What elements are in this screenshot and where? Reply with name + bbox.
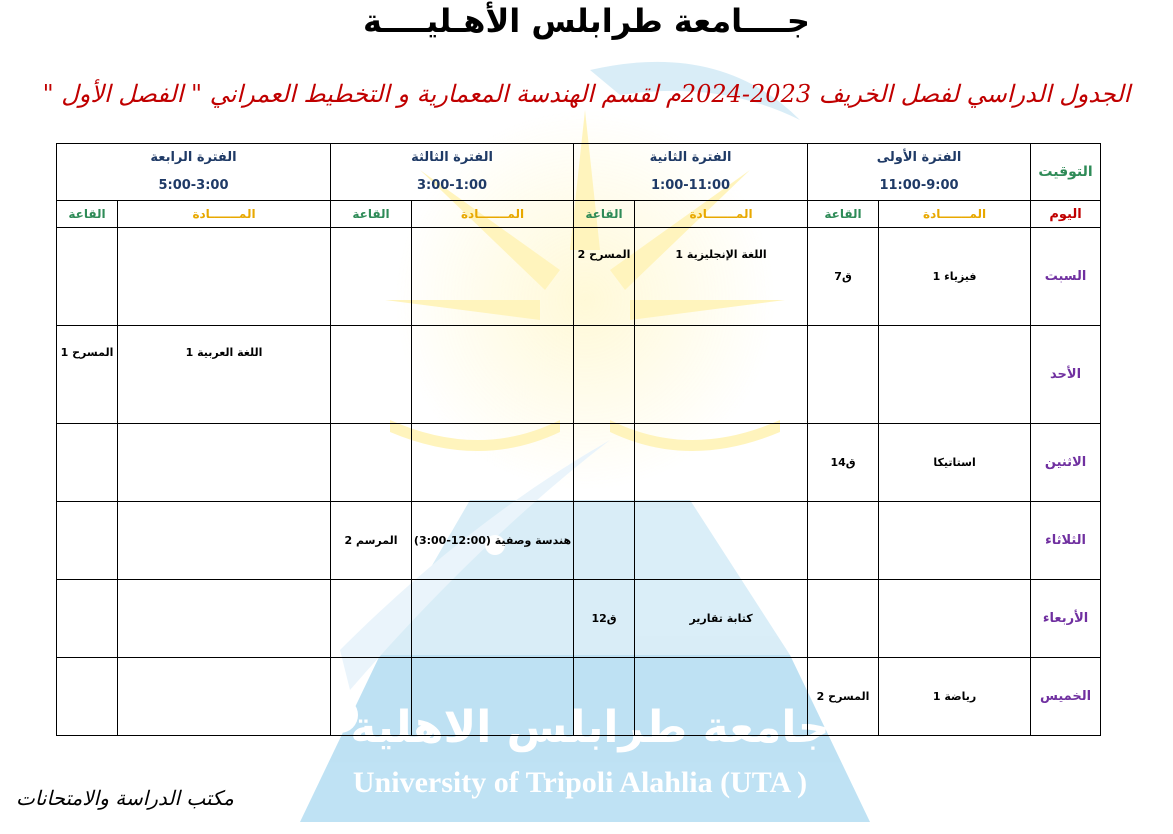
room-cell xyxy=(574,424,635,502)
column-labels-row xyxy=(57,201,1101,228)
subject-cell: استاتيكا xyxy=(879,424,1031,502)
period-name: الفترة الثالثة xyxy=(411,150,493,165)
room-cell xyxy=(574,502,635,580)
subject-cell xyxy=(635,326,808,424)
day-row-tuesday xyxy=(57,502,1101,580)
subject-cell xyxy=(635,424,808,502)
room-cell xyxy=(331,326,412,424)
room-cell: المرسم 2 xyxy=(331,502,412,580)
room-cell xyxy=(57,502,118,580)
day-name: الخميس xyxy=(1031,658,1101,736)
room-cell xyxy=(57,580,118,658)
subject-cell xyxy=(118,658,331,736)
room-cell: ق14 xyxy=(808,424,879,502)
period-time: 3:00-1:00 xyxy=(416,178,488,193)
period-time: 5:00-3:00 xyxy=(158,178,229,193)
period-name: الفترة الرابعة xyxy=(150,150,237,165)
period-time: 11:00-9:00 xyxy=(879,178,959,193)
subject-column-header: المـــــــادة xyxy=(412,201,574,228)
subject-cell xyxy=(412,424,574,502)
room-cell xyxy=(57,424,118,502)
room-column-header: القاعة xyxy=(808,201,879,228)
office-signature: مكتب الدراسة والامتحانات xyxy=(16,786,234,810)
room-cell: ق12 xyxy=(574,580,635,658)
subject-cell: كتابة تقارير xyxy=(635,580,808,658)
room-cell xyxy=(808,580,879,658)
subject-cell xyxy=(412,658,574,736)
room-cell xyxy=(331,228,412,326)
period-name: الفترة الثانية xyxy=(649,150,732,165)
subject-cell xyxy=(635,502,808,580)
day-name: الاثنين xyxy=(1031,424,1101,502)
room-cell: المسرح 2 xyxy=(574,228,635,326)
period-time: 1:00-11:00 xyxy=(650,178,731,193)
timing-header: التوقيت xyxy=(1031,144,1101,201)
day-row-monday xyxy=(57,424,1101,502)
room-cell xyxy=(574,658,635,736)
subject-cell xyxy=(635,658,808,736)
room-cell xyxy=(331,580,412,658)
subject-column-header: المـــــــادة xyxy=(879,201,1031,228)
period-header-2 xyxy=(574,144,808,201)
room-cell xyxy=(57,228,118,326)
room-cell xyxy=(57,658,118,736)
periods-header-row xyxy=(57,144,1101,201)
day-row-thursday xyxy=(57,658,1101,736)
subject-cell xyxy=(412,580,574,658)
subject-cell: فيزياء 1 xyxy=(879,228,1031,326)
room-cell: ق7 xyxy=(808,228,879,326)
subject-cell xyxy=(879,326,1031,424)
subject-cell: رياضة 1 xyxy=(879,658,1031,736)
room-column-header: القاعة xyxy=(331,201,412,228)
period-name: الفترة الأولى xyxy=(876,150,962,165)
subject-cell xyxy=(118,228,331,326)
subject-cell xyxy=(879,580,1031,658)
schedule-table xyxy=(56,143,1101,736)
room-cell xyxy=(808,502,879,580)
subject-cell xyxy=(879,502,1031,580)
room-cell xyxy=(331,658,412,736)
day-column-header: اليوم xyxy=(1031,201,1101,228)
subject-column-header: المـــــــادة xyxy=(635,201,808,228)
subject-cell xyxy=(118,424,331,502)
day-row-wednesday xyxy=(57,580,1101,658)
day-name: الثلاثاء xyxy=(1031,502,1101,580)
room-cell xyxy=(331,424,412,502)
subject-cell: اللغة الإنجليزية 1 xyxy=(635,228,808,326)
day-name: الأربعاء xyxy=(1031,580,1101,658)
period-header-1 xyxy=(808,144,1031,201)
room-cell xyxy=(574,326,635,424)
room-cell: المسرح 2 xyxy=(808,658,879,736)
room-cell xyxy=(808,326,879,424)
room-column-header: القاعة xyxy=(574,201,635,228)
day-row-sunday xyxy=(57,326,1101,424)
period-header-3 xyxy=(331,144,574,201)
watermark-arabic-name: جامعة طرابلس الاهلية xyxy=(350,702,830,753)
subject-cell xyxy=(412,228,574,326)
subject-cell xyxy=(412,326,574,424)
subject-column-header: المـــــــادة xyxy=(118,201,331,228)
subject-cell xyxy=(118,580,331,658)
university-title: جــــامعة طرابلس الأهـليــــة xyxy=(363,2,810,40)
day-name: الأحد xyxy=(1031,326,1101,424)
subject-cell: هندسة وصفية (12:00-3:00) xyxy=(412,502,574,580)
period-header-4 xyxy=(57,144,331,201)
room-column-header: القاعة xyxy=(57,201,118,228)
subject-cell xyxy=(118,502,331,580)
room-cell: المسرح 1 xyxy=(57,326,118,424)
day-row-saturday xyxy=(57,228,1101,326)
watermark-english-name: University of Tripoli Alahlia (UTA ) xyxy=(352,766,808,799)
subject-cell: اللغة العربية 1 xyxy=(118,326,331,424)
day-name: السبت xyxy=(1031,228,1101,326)
schedule-title: الجدول الدراسي لفصل الخريف 2023-2024م لقسم الهندسة المعمارية و التخطيط العمراني " الفصل الأول " xyxy=(42,80,1131,108)
